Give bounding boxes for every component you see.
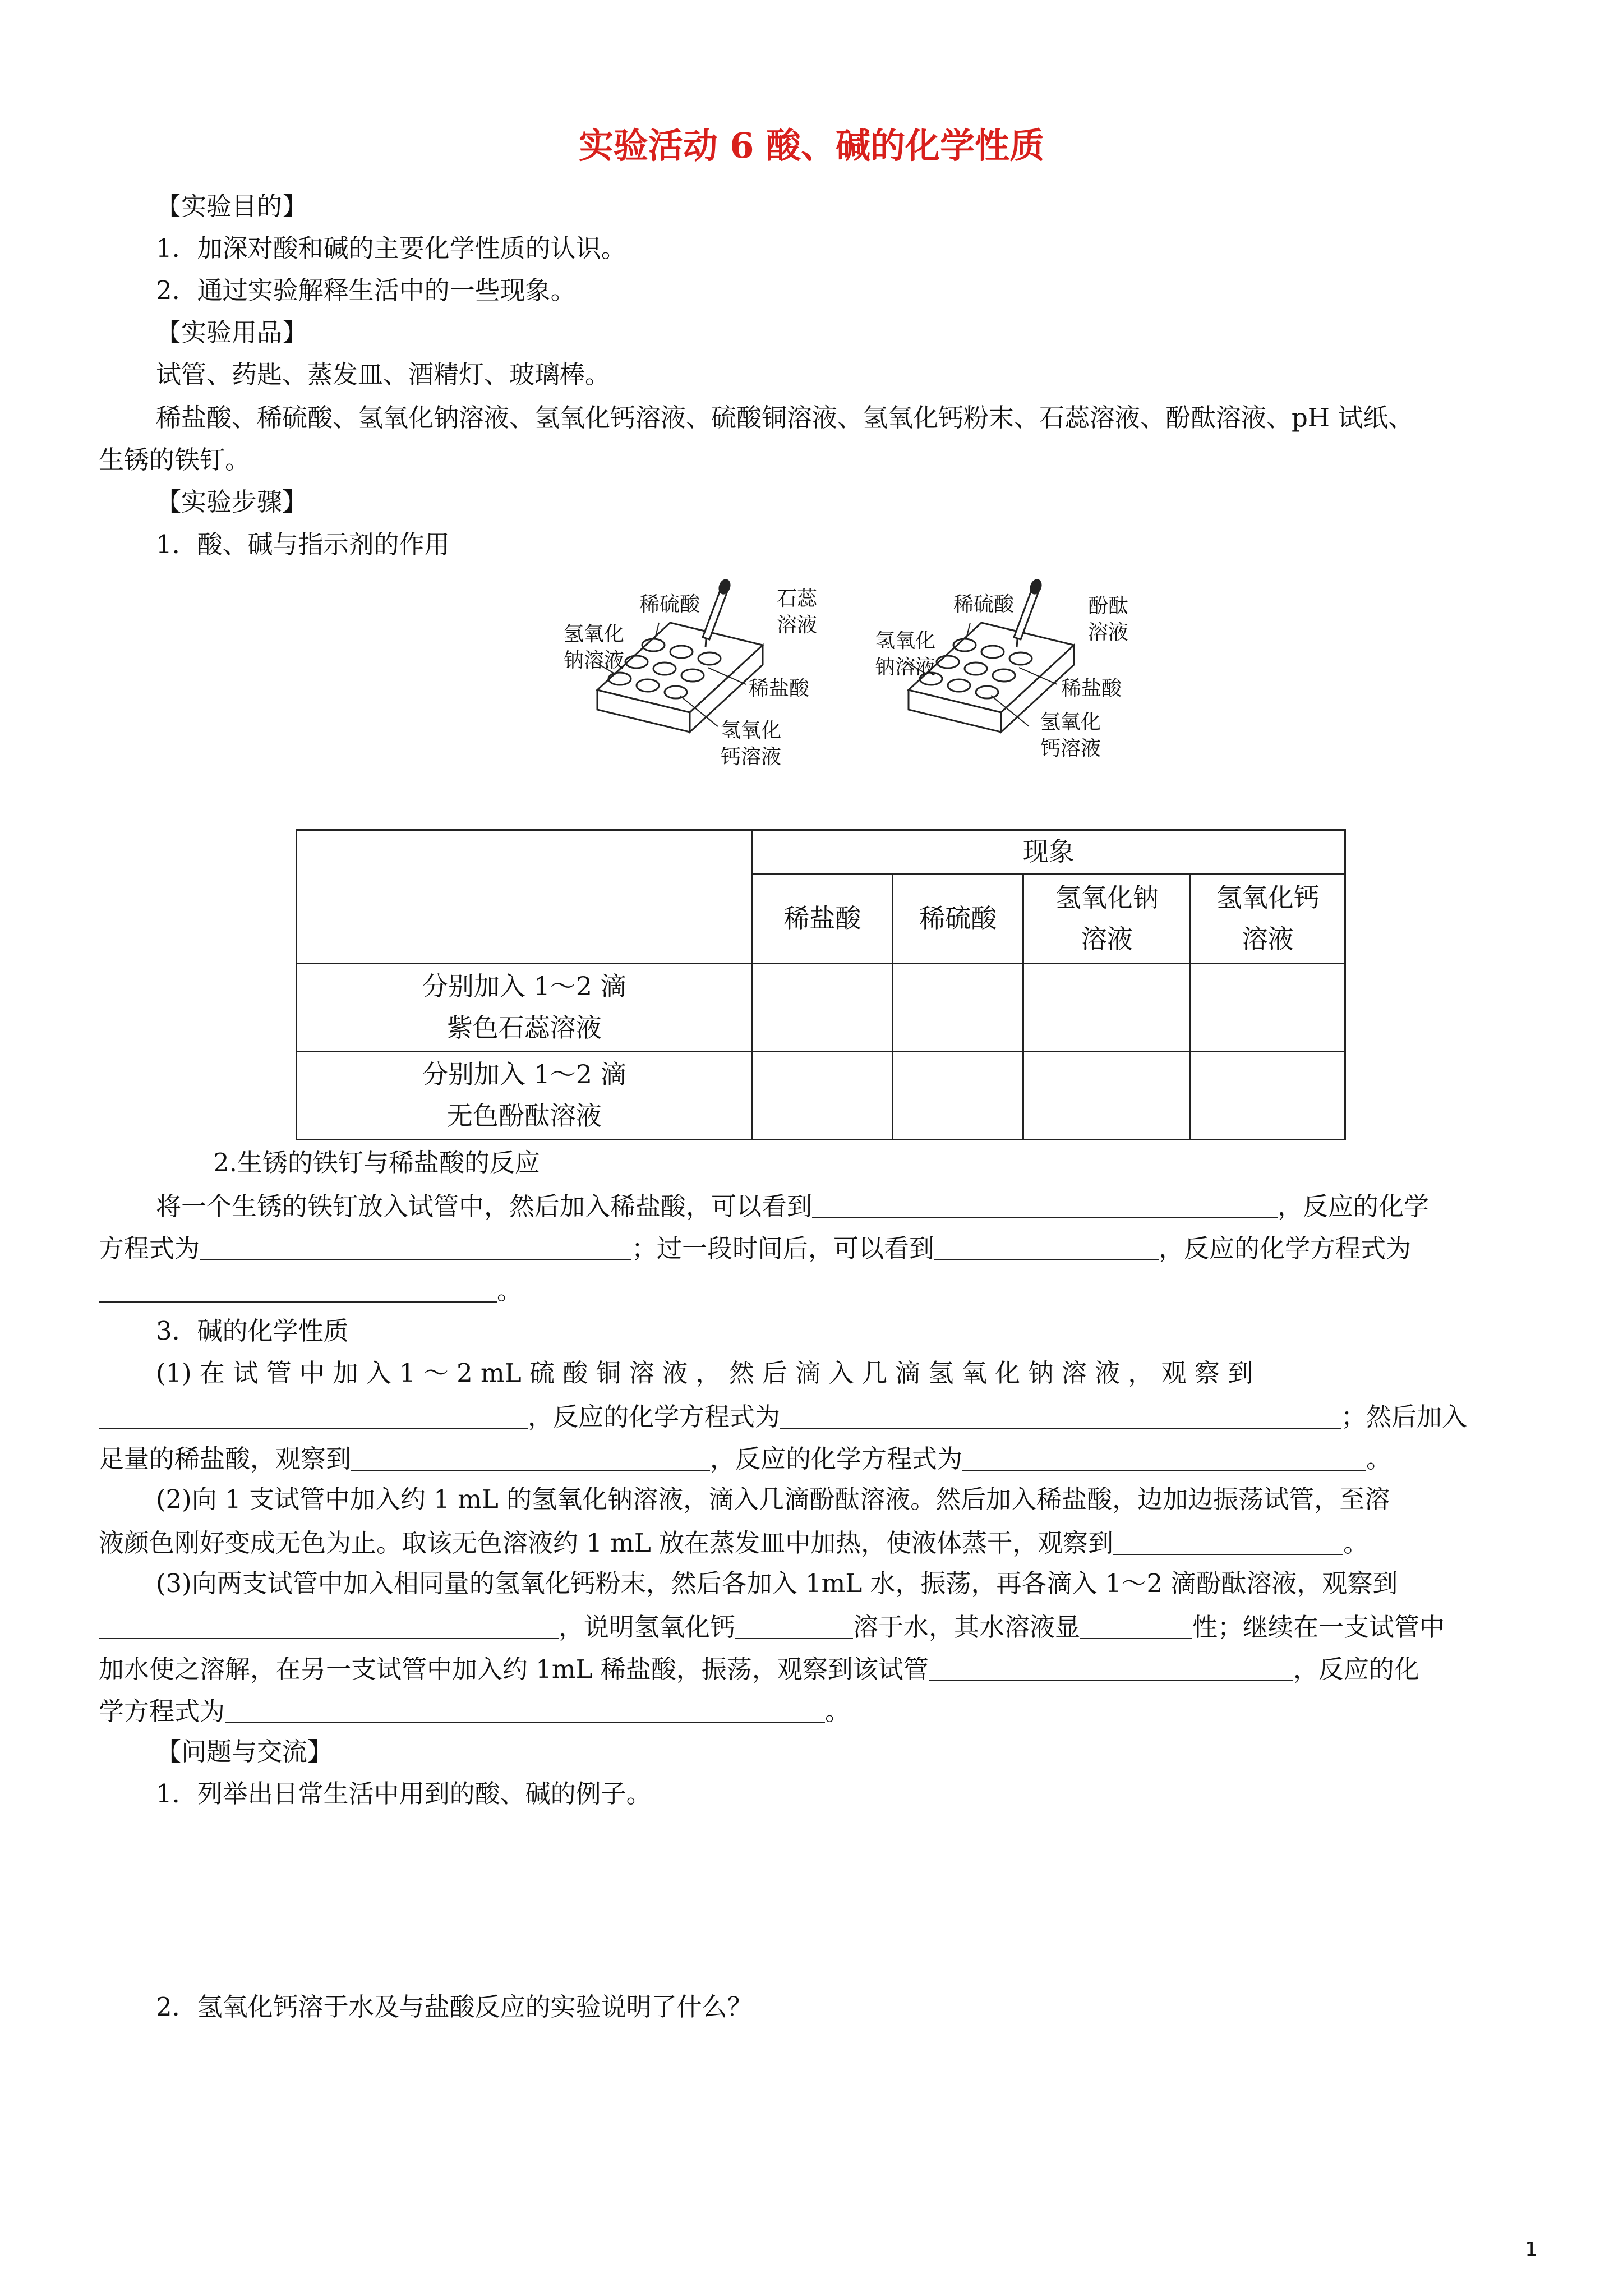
table-col-naoh-line1: 氢氧化钠 [1055,882,1159,913]
discussion-heading: 【问题与交流】 [156,1737,333,1766]
label-caoh-right-1: 氢氧化 [1040,711,1101,734]
label-phenolphthalein-1: 酚酞 [1088,595,1129,618]
label-naoh-1: 氢氧化 [564,623,625,646]
step3-p3-text-3a: 加水使之溶解，在另一支试管中加入约 1mL 稀盐酸，振荡，观察到该试管 [99,1654,929,1684]
answer-blank[interactable] [351,1444,710,1471]
table-col-naoh [1023,874,1191,964]
table-col-h2so4: 稀硫酸 [893,874,1023,964]
answer-blank[interactable] [1080,1613,1192,1639]
answer-blank[interactable] [780,1402,1341,1429]
answer-cell[interactable] [1023,964,1191,1052]
answer-cell[interactable] [893,1052,1023,1140]
step1-title: 1．酸、碱与指示剂的作用 [156,530,450,559]
step3-p2-text-2a: 液颜色刚好变成无色为止。取该无色溶液约 1 mL 放在蒸发皿中加热，使液体蒸干，观察到 [99,1528,1114,1558]
step2-line2 [99,1234,1411,1261]
step2-line1 [156,1192,1429,1219]
answer-blank[interactable] [1113,1529,1343,1555]
page-title: 实验活动 6 酸、碱的化学性质 [578,125,1045,166]
answer-cell[interactable] [1191,964,1345,1052]
materials-reagents: 稀盐酸、稀硫酸、氢氧化钠溶液、氢氧化钙溶液、硫酸铜溶液、氢氧化钙粉末、石蕊溶液、酚酞溶液、pH 试纸、 [156,403,1414,432]
answer-blank[interactable] [962,1444,1366,1471]
table-col-caoh-line2: 溶液 [1242,923,1294,954]
answer-blank[interactable] [225,1697,825,1723]
label-dilute-hcl: 稀盐酸 [749,677,810,700]
answer-blank[interactable] [929,1655,1293,1681]
step3-p2-line1: (2)向 1 支试管中加入约 1 mL 的氢氧化钠溶液，滴入几滴酚酞溶液。然后加入稀盐酸，边加边振荡试管，至溶 [156,1484,1390,1514]
step3-p3-text-2a: ，说明氢氧化钙 [559,1612,736,1642]
step3-p1-line1: (1) 在 试 管 中 加 入 1 ～ 2 mL 硫 酸 铜 溶 液 ， 然 后 滴 入 几 滴 氢 氧 化 钠 溶 液 ， 观 察 到 [156,1358,1253,1388]
answer-cell[interactable] [893,964,1023,1052]
table-col-caoh-line1: 氢氧化钙 [1216,882,1320,913]
step3-p3-text-4b: 。 [825,1696,851,1726]
materials-reagents-cont: 生锈的铁钉。 [99,445,251,475]
label-dilute-sulfuric: 稀硫酸 [639,593,700,616]
step2-line3 [99,1276,522,1303]
step3-p1-line2 [99,1402,1468,1432]
step3-p1-text-3a: 足量的稀盐酸，观察到 [99,1444,352,1474]
step2-text-1b: ，反应的化学 [1278,1191,1430,1221]
answer-blank[interactable] [934,1234,1159,1260]
step3-p3-text-4a: 学方程式为 [99,1696,225,1726]
label-phenolphthalein-2: 溶液 [1088,621,1129,644]
step3-p3-text-2c: 性；继续在一支试管中 [1192,1612,1445,1642]
step3-p3-text-2b: 溶于水，其水溶液显 [853,1612,1081,1642]
step3-p1-text-2b: ；然后加入 [1341,1402,1468,1432]
answer-cell[interactable] [1023,1052,1191,1140]
answer-blank[interactable] [99,1613,559,1639]
discussion-question-2: 2．氢氧化钙溶于水及与盐酸反应的实验说明了什么？ [156,1992,753,2022]
step2-text-2b: ；过一段时间后，可以看到 [631,1234,935,1263]
label-dilute-hcl-2: 稀盐酸 [1061,677,1122,700]
answer-area-2[interactable] [156,2031,1524,2210]
label-caoh-2: 钙溶液 [721,746,782,769]
table-col-naoh-line2: 溶液 [1081,923,1133,954]
label-caoh-1: 氢氧化 [721,719,782,742]
answer-blank[interactable] [200,1234,631,1260]
step3-p3-line3 [99,1655,1419,1682]
step3-p1-line3 [99,1444,1392,1474]
discussion-question-1: 1．列举出日常生活中用到的酸、碱的例子。 [156,1779,652,1809]
step3-p1-text-2a: ，反应的化学方程式为 [528,1402,781,1432]
step2-text-1a: 将一个生锈的铁钉放入试管中，然后加入稀盐酸，可以看到 [156,1191,813,1221]
answer-cell[interactable] [752,964,893,1052]
answer-blank[interactable] [812,1192,1278,1218]
answer-blank[interactable] [735,1613,853,1639]
label-naoh-right-1: 氢氧化 [875,629,936,652]
purpose-item-1: 1．加深对酸和碱的主要化学性质的认识。 [156,233,626,263]
label-dilute-sulfuric-2: 稀硫酸 [953,593,1015,616]
step2-text-2a: 方程式为 [99,1234,200,1263]
materials-equipment: 试管、药匙、蒸发皿、酒精灯、玻璃棒。 [156,360,611,389]
table-row-phenolphthalein [297,1052,753,1140]
label-litmus-2: 溶液 [777,614,818,637]
label-naoh-2: 钠溶液 [564,649,625,672]
step3-p3-line2 [99,1613,1445,1640]
table-row-litmus [297,964,753,1052]
step3-p3-line1: (3)向两支试管中加入相同量的氢氧化钙粉末，然后各加入 1mL 水，振荡，再各滴入 1～2 滴酚酞溶液，观察到 [156,1568,1398,1598]
step2-title: 2.生锈的铁钉与稀盐酸的反应 [213,1148,540,1177]
table-row-phenolphthalein-line2: 无色酚酞溶液 [446,1101,602,1131]
label-litmus-1: 石蕊 [777,587,818,610]
materials-heading: 【实验用品】 [156,318,308,347]
purpose-item-2: 2．通过实验解释生活中的一些现象。 [156,275,576,305]
step2-text-3: 。 [497,1276,523,1305]
table-group-header: 现象 [752,830,1345,874]
table-corner-cell [297,830,753,964]
label-caoh-right-2: 钙溶液 [1040,737,1101,760]
table-row-phenolphthalein-line1: 分别加入 1～2 滴 [422,1059,626,1090]
answer-blank[interactable] [99,1276,497,1303]
observation-table [296,829,1346,1140]
step3-p3-text-3b: ，反应的化 [1293,1654,1419,1684]
step3-p3-line4 [99,1697,850,1724]
step2-text-2c: ，反应的化学方程式为 [1159,1234,1412,1263]
answer-cell[interactable] [752,1052,893,1140]
label-naoh-right-2: 钠溶液 [875,656,936,679]
table-row-litmus-line2: 紫色石蕊溶液 [446,1013,602,1043]
answer-area-1[interactable] [156,1818,1524,1986]
step3-p2-text-2b: 。 [1343,1528,1369,1558]
steps-heading: 【实验步骤】 [156,487,308,517]
table-col-hcl: 稀盐酸 [752,874,893,964]
step3-p2-line2 [99,1529,1368,1556]
purpose-heading: 【实验目的】 [156,191,308,221]
answer-blank[interactable] [99,1402,528,1429]
page-number: 1 [1525,2238,1538,2261]
step3-p1-text-3b: ，反应的化学方程式为 [710,1444,963,1474]
step3-p1-text-3c: 。 [1366,1444,1392,1474]
answer-cell[interactable] [1191,1052,1345,1140]
table-col-caoh [1191,874,1345,964]
table-row-litmus-line1: 分别加入 1～2 滴 [422,971,626,1002]
step3-title: 3．碱的化学性质 [156,1316,349,1346]
